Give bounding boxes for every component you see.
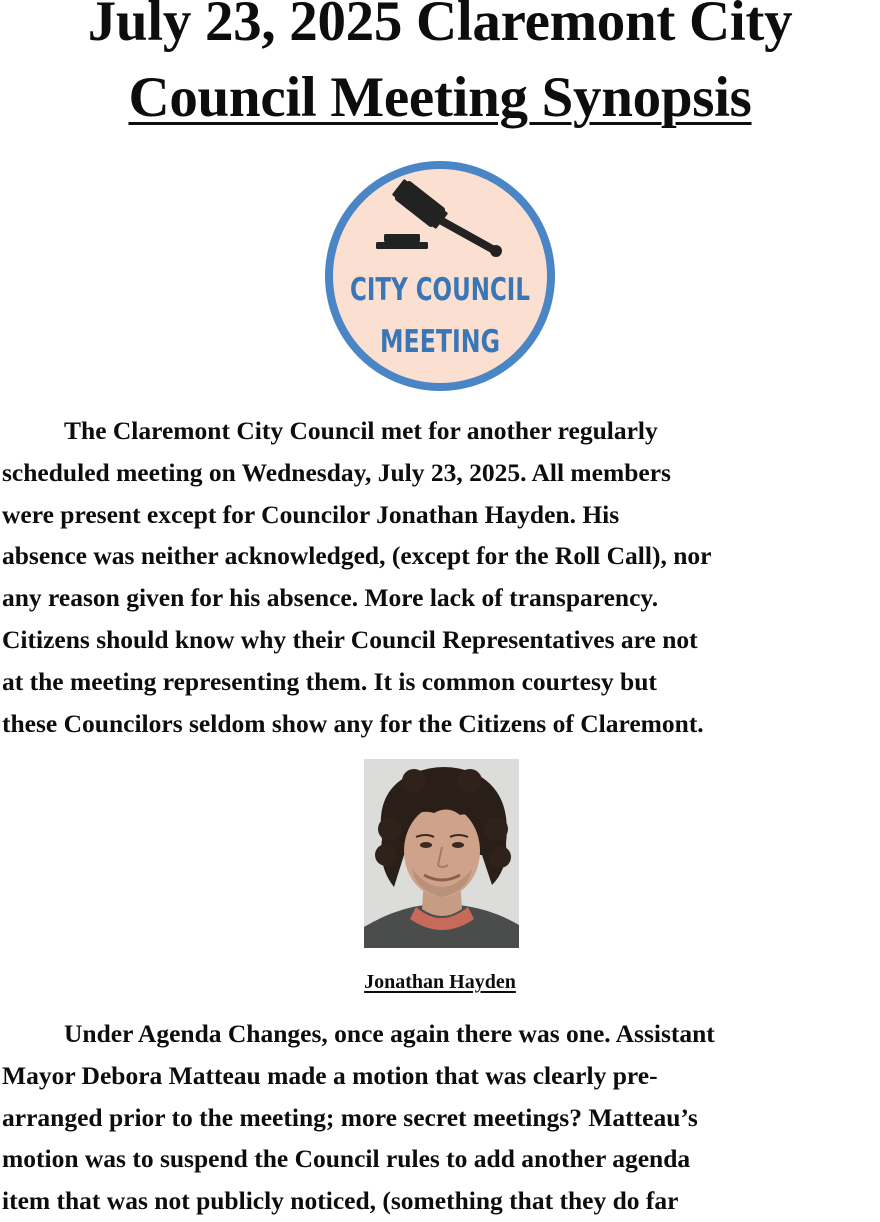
paragraph-agenda-changes: [2, 1013, 880, 1222]
title-line-2: [0, 62, 880, 134]
paragraph-line: were present except for Councilor Jonathan Hayden. His: [2, 499, 620, 529]
photo-caption-text: Jonathan Hayden: [364, 971, 516, 993]
paragraph-line: The Claremont City Council met for another regularly: [64, 416, 658, 445]
paragraph-line: item that was not publicly noticed, (something that they do far: [2, 1186, 679, 1216]
title-line-1: July 23, 2025 Claremont City: [87, 0, 793, 53]
paragraph-attendance: [2, 410, 880, 744]
councilor-portrait-photo: [364, 759, 519, 948]
paragraph-line: arranged prior to the meeting; more secret meetings? Matteau’s: [2, 1102, 698, 1132]
paragraph-line: motion was to suspend the Council rules to add another agenda: [2, 1144, 691, 1174]
paragraph-line: Citizens should know why their Council Representatives are not: [2, 624, 698, 654]
city-council-meeting-logo: [324, 160, 556, 392]
paragraph-line: Mayor Debora Matteau made a motion that was clearly pre-: [2, 1060, 658, 1090]
paragraph-line: absence was neither acknowledged, (except for the Roll Call), nor: [2, 541, 712, 571]
paragraph-line: Under Agenda Changes, once again there was one. Assistant: [64, 1019, 715, 1048]
logo-text-line-1: CITY COUNCIL: [350, 272, 530, 308]
paragraph-line: any reason given for his absence. More lack of transparency.: [2, 583, 659, 613]
paragraph-line: these Councilors seldom show any for the Citizens of Claremont.: [2, 708, 704, 738]
title-line-2-text: Council Meeting Synopsis: [128, 66, 752, 129]
paragraph-line: scheduled meeting on Wednesday, July 23, 2025. All members: [2, 457, 671, 487]
photo-caption: [0, 968, 880, 996]
logo-text-line-2: MEETING: [380, 324, 500, 360]
paragraph-line: at the meeting representing them. It is common courtesy but: [2, 666, 657, 696]
